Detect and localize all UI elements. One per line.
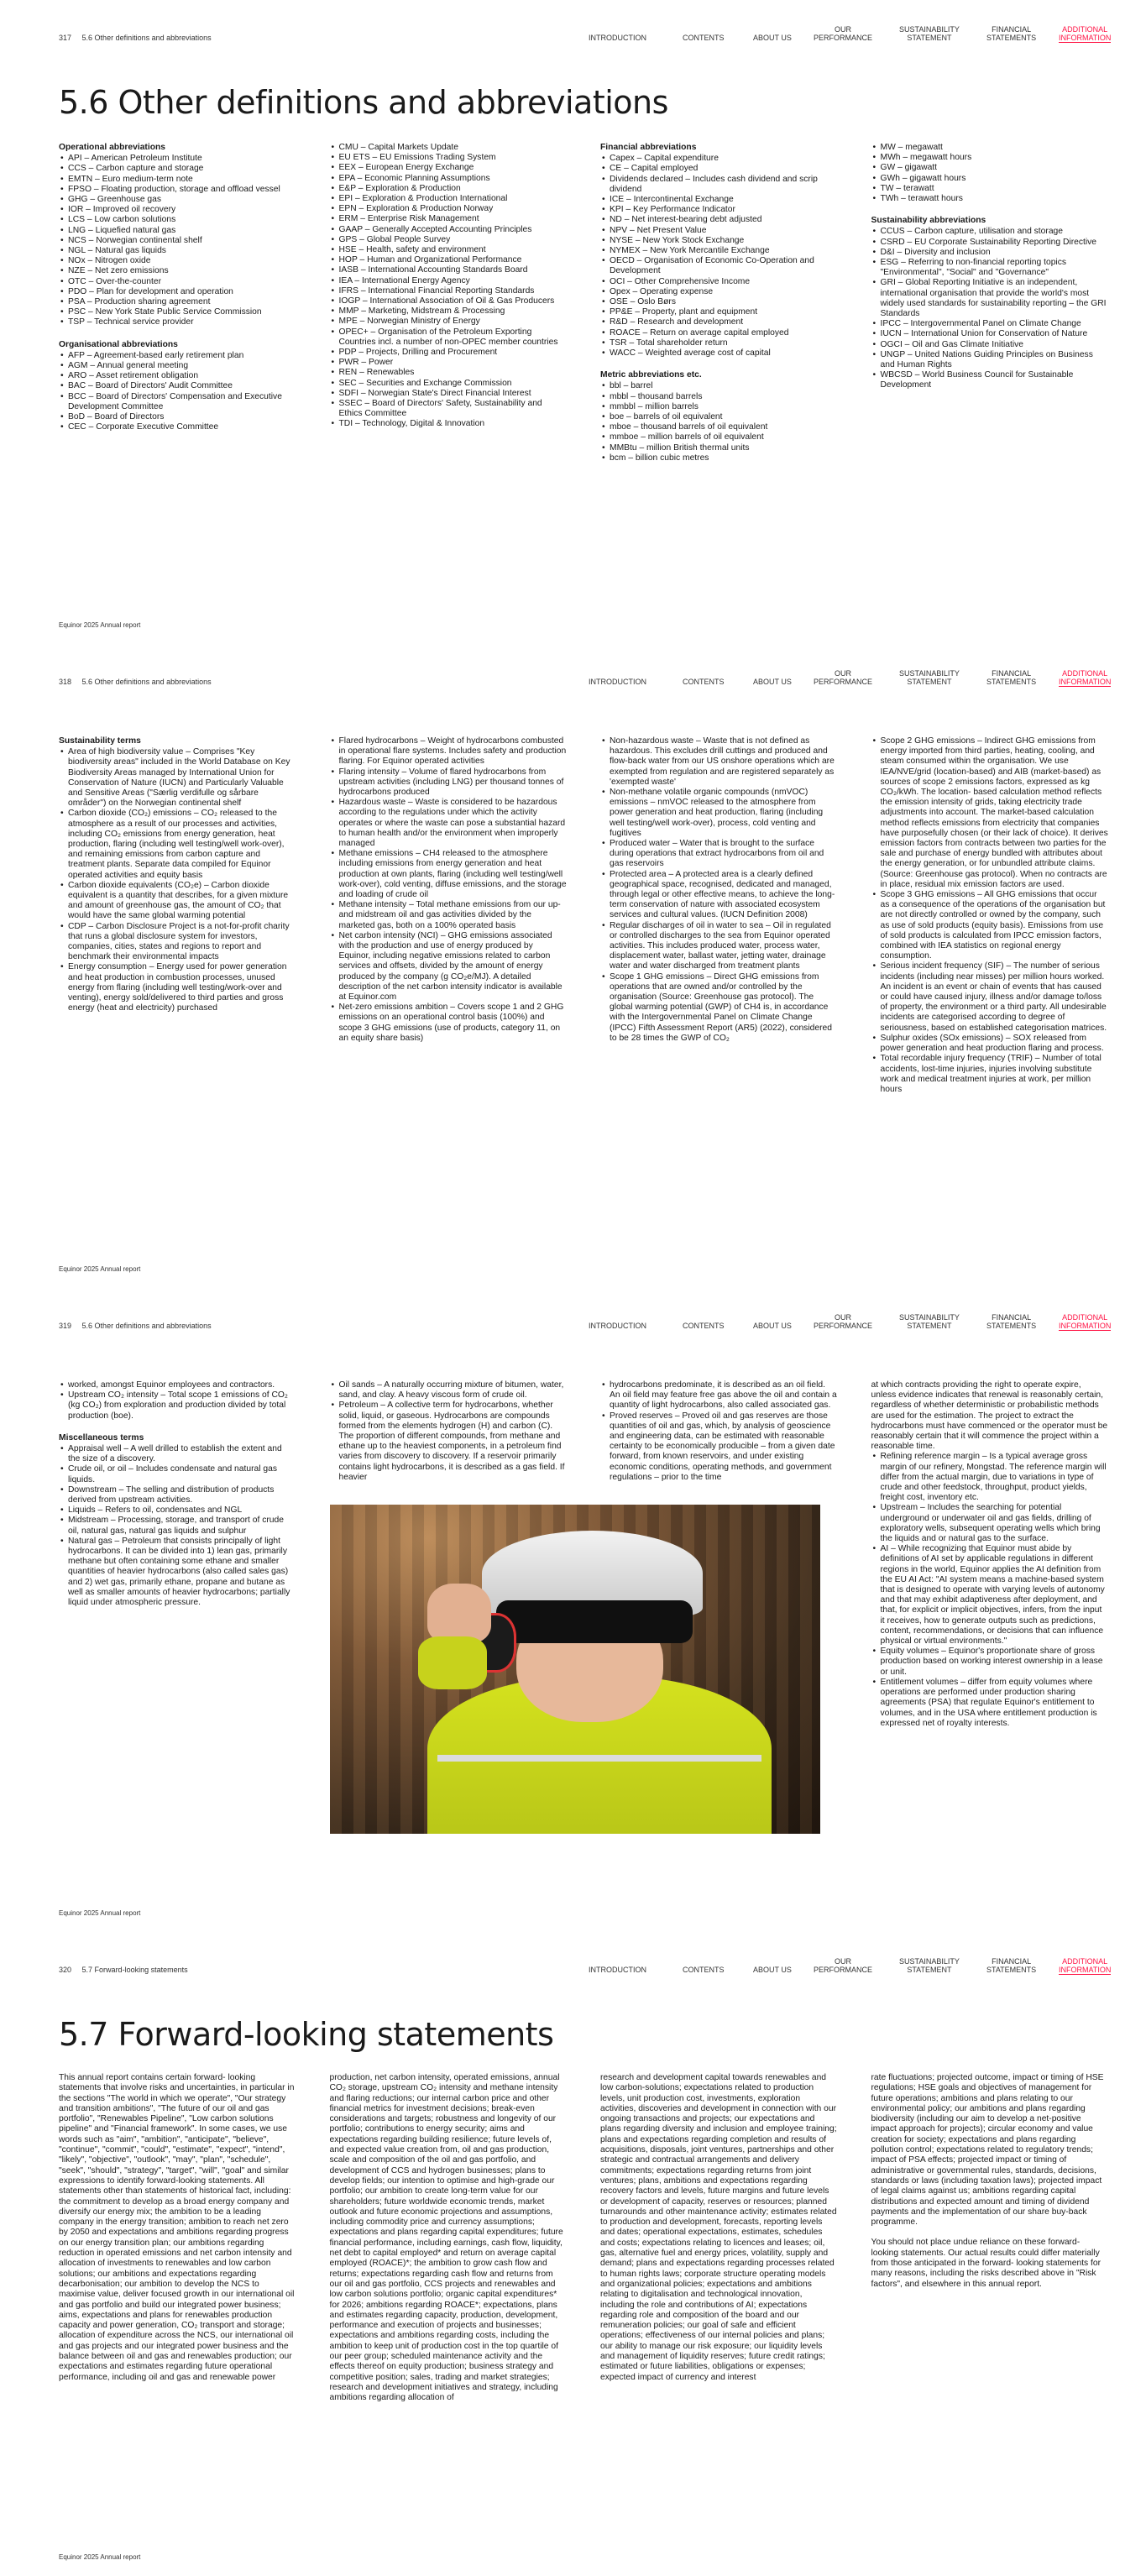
definition-item: • PDP – Projects, Drilling and Procurement (330, 348, 568, 358)
nav-item-our-performance[interactable]: OUR PERFORMANCE (814, 25, 873, 42)
definition-item: • ROACE – Return on average capital employed (600, 328, 838, 338)
definition-item: • hydrocarbons predominate, it is described as an oil field. An oil field may feature free gas above the oil and contain a quantity of light hydrocarbons, also called associated gas. (600, 1380, 838, 1411)
nav-item-additional-information[interactable]: ADDITIONAL INFORMATION (1059, 1957, 1112, 1974)
definition-item: • PDO – Plan for development and operation (59, 287, 296, 297)
section-heading: Sustainability abbreviations (871, 216, 986, 226)
running-header (59, 1966, 188, 1974)
definition-item: • TSR – Total shareholder return (600, 338, 838, 348)
section-title: 5.6 Other definitions and abbreviations (81, 34, 212, 42)
definition-item: • OSE – Oslo Børs (600, 297, 838, 307)
definition-item: • Sulphur oxides (SOx emissions) – SOX released from power generation and heat production flaring and process. (871, 1034, 1109, 1054)
definition-item: • Liquids – Refers to oil, condensates and NGL (59, 1505, 296, 1516)
column-1 (59, 736, 296, 1095)
definition-item: • Scope 1 GHG emissions – Direct GHG emissions from operations that are owned and/or controlled by the organisation (Source: Greenhouse gas protocol). The global warming potential (GWP) of CH4 is, in accordance with the Intergovernmental Panel on Climate Change (IPCC) Fifth Assessment Report (AR5) (2022), considered to be 28 times the GWP of CO₂ (600, 972, 838, 1044)
continued-text: at which contracts providing the right to operate expire, unless evidence indicates that renewal is reasonably certain, regardless of whether deterministic or probabilistic methods are used for the estimation. The project to extract the hydrocarbons must have commenced or the operator must be reasonably certain that it will commence the project within a reasonable time. (871, 1380, 1108, 1452)
definition-item: • UNGP – United Nations Guiding Principles on Business and Human Rights (871, 350, 1109, 370)
definitions-columns (59, 736, 1108, 1095)
page-header (59, 1312, 1112, 1337)
definition-item: • NCS – Norwegian continental shelf (59, 236, 296, 246)
definition-item: • Dividends declared – Includes cash dividend and scrip dividend (600, 175, 838, 195)
nav-item-sustainability-statement[interactable]: SUSTAINABILITY STATEMENT (899, 25, 960, 42)
definition-item: • AI – While recognizing that Equinor must abide by definitions of AI set by applicable regulations in different regions in the world, Equinor applies the AI definition from the EU AI Act: "AI system means a machine-based system that is designed to operate with varying levels of autonomy and that may exhibit adaptiveness after deployment, and that, for explicit or implicit objectives, infers, from the input it receives, how to generate outputs such as predictions, content, recommendations, or decisions that can influence physical or virtual environments." (871, 1544, 1109, 1647)
definition-item: • WBCSD – World Business Council for Sustainable Development (871, 370, 1109, 390)
column-3 (600, 143, 838, 463)
definition-item: • Scope 3 GHG emissions – All GHG emissions that occur as a consequence of the operations of the organisation but are not directly controlled or owned by the company, such as use of sold products (equity basis). Emissions from use of sold products is calculated from IPCC emission factors, combined with IEA statistics on regional energy consumption. (871, 890, 1109, 961)
definition-item: • AGM – Annual general meeting (59, 361, 296, 371)
definition-item: • MW – megawatt (871, 143, 1109, 153)
definition-list (59, 154, 296, 327)
definition-item: • EPN – Exploration & Production Norway (330, 204, 568, 214)
running-header (59, 1322, 212, 1330)
definition-list (600, 736, 838, 1044)
nav-item-sustainability-statement[interactable]: SUSTAINABILITY STATEMENT (899, 1957, 960, 1974)
definition-item: • IFRS – International Financial Reporting Standards (330, 286, 568, 296)
footer-text: Equinor 2025 Annual report (59, 2553, 141, 2561)
column-1 (59, 2073, 296, 2414)
definition-item: • Produced water – Water that is brought to the surface during operations that extract hydrocarbons from oil and gas reservoirs (600, 839, 838, 870)
column-4 (871, 2073, 1109, 2414)
nav-item-contents[interactable]: CONTENTS (683, 678, 725, 686)
definition-item: • ND – Net interest-bearing debt adjusted (600, 215, 838, 225)
column-3 (600, 2073, 838, 2414)
column-2 (330, 2073, 568, 2414)
definition-list (330, 736, 568, 1044)
definition-item: • ARO – Asset retirement obligation (59, 371, 296, 381)
definition-item: • GW – gigawatt (871, 163, 1109, 173)
definition-item: • HSE – Health, safety and environment (330, 245, 568, 255)
nav-item-our-performance[interactable]: OUR PERFORMANCE (814, 669, 873, 686)
definition-item: • Scope 2 GHG emissions – Indirect GHG emissions from energy imported from third parties, heating, cooling, and steam consumed within the organisation. We use IEA/NVE/grid (location-based) and AIB (market-based) as sources of scope 2 emissions factors, expressed as kg CO₂/kWh. The location- based calculation method reflects the emission intensity of grids, taking electricity trade adjustments into account. The market-based calculation method reflects emissions from electricity that companies have purposefully chosen (or their lack of choice). It derives emission factors from contracts between two parties for the sale and purchase of energy bundled with attributes about the energy generation, or for unbundled attribute claims. (Source: Greenhouse gas protocol). When no contracts are in place, residual mix emission factors are used. (871, 736, 1109, 890)
section-title: 5.6 Other definitions and abbreviations (81, 678, 212, 686)
definition-item: • Downstream – The selling and distribution of products derived from upstream activities. (59, 1485, 296, 1505)
definition-item: • CSRD – EU Corporate Sustainability Reporting Directive (871, 238, 1109, 248)
column-4 (871, 143, 1109, 463)
definition-item: • Upstream – Includes the searching for potential underground or underwater oil and gas fields, drilling of exploratory wells, subsequent operating wells which bring the liquids and or natural gas to the surface. (871, 1503, 1109, 1544)
column-4 (871, 736, 1109, 1095)
definition-list (330, 143, 568, 430)
definition-item: • Non-methane volatile organic compounds (nmVOC) emissions – nmVOC released to the atmosphere from power generation and heat production, flaring (including well testing/well work-over), process, cold venting and fugitives (600, 788, 838, 839)
definition-item: • GWh – gigawatt hours (871, 174, 1109, 184)
page-318 (0, 644, 1146, 1288)
definition-item: • BoD – Board of Directors (59, 412, 296, 422)
nav-item-introduction[interactable]: INTRODUCTION (589, 34, 646, 42)
definition-list (600, 1380, 838, 1483)
definition-item: • FPSO – Floating production, storage and offload vessel (59, 185, 296, 195)
definition-item: • Upstream CO₂ intensity – Total scope 1 emissions of CO₂ (kg CO₂) from exploration and production divided by total production (boe). (59, 1390, 296, 1422)
definition-item: • BAC – Board of Directors' Audit Committee (59, 381, 296, 391)
definition-item: • CEC – Corporate Executive Committee (59, 422, 296, 432)
definition-item: • OCI – Other Comprehensive Income (600, 277, 838, 287)
definition-item: • Protected area – A protected area is a clearly defined geographical space, recognised, dedicated and managed, through legal or other effective means, to achieve the long-term conservation of nature with associated ecosystem services and cultural values. (IUCN Definition 2008) (600, 870, 838, 921)
definition-item: • mmbbl – million barrels (600, 402, 838, 412)
nav-item-our-performance[interactable]: OUR PERFORMANCE (814, 1313, 873, 1330)
definition-item: • KPI – Key Performance Indicator (600, 205, 838, 215)
definition-item: • Hazardous waste – Waste is considered to be hazardous according to the regulations under which the activity operates or where the waste can pose a substantial hazard to human health and/or the environment when improperly managed (330, 798, 568, 849)
definition-item: • CE – Capital employed (600, 164, 838, 174)
definition-item: • CDP – Carbon Disclosure Project is a not-for-profit charity that runs a global disclosure system for investors, companies, cities, states and regions to report and benchmark their environmental impacts (59, 922, 296, 963)
definition-item: • LNG – Liquefied natural gas (59, 226, 296, 236)
definition-item: • OGCI – Oil and Gas Climate Initiative (871, 340, 1109, 350)
definition-item: • PWR – Power (330, 358, 568, 368)
page-number: 318 (59, 678, 72, 686)
definition-item: • GHG – Greenhouse gas (59, 195, 296, 205)
definition-item: • Area of high biodiversity value – Comprises "Key biodiversity areas" included in the World Database on Key Biodiversity Areas managed by International Union for Conservation of Nature (IUCN) and Particularly Valuable and Sensitive Areas ("Særlig verdifulle og sårbare områder") on the Norwegian continental shelf (59, 747, 296, 809)
definition-item: • Methane emissions – CH4 released to the atmosphere including emissions from energy generation and heat production at own plants, flaring (including well testing/well work-over), cold venting, diffuse emissions, and the storage and loading of crude oil (330, 849, 568, 900)
definition-item: • Appraisal well – A well drilled to establish the extent and the size of a discovery. (59, 1444, 296, 1464)
definition-item: • Equity volumes – Equinor's proportionate share of gross production based on working interest ownership in a lease or unit. (871, 1647, 1109, 1678)
definition-item: • AFP – Agreement-based early retirement plan (59, 351, 296, 361)
definition-list (59, 1380, 296, 1422)
nav-item-financial-statements[interactable]: FINANCIAL STATEMENTS (986, 1313, 1037, 1330)
nav-item-financial-statements[interactable]: FINANCIAL STATEMENTS (986, 669, 1037, 686)
definition-list (600, 154, 838, 359)
definition-item: • EMTN – Euro medium-term note (59, 175, 296, 185)
column-2 (330, 143, 568, 463)
nav-item-about-us[interactable]: ABOUT US (753, 1966, 792, 1974)
definition-item: • SEC – Securities and Exchange Commission (330, 379, 568, 389)
paragraph: production, net carbon intensity, operated emissions, annual CO₂ storage, upstream CO₂ intensity and methane intensity and flaring reductions; our internal carbon price and other financial metrics for investment decisions; break-even considerations and targets; robustness and longevity of our portfolio; contributions to energy security; aims and expectations regarding building resilience; future levels of, and expected value creation from, oil and gas production, scale and composition of the oil and gas portfolio, and development of CCS and hydrogen businesses; plans to develop fields; our intention to optimise and high-grade our portfolio; our ambition to create long-term value for our shareholders; future worldwide economic trends, market outlook and future economic projections and assumptions, including commodity price and currency assumptions; expectations and plans regarding capital expenditures; future financial performance, including earnings, cash flow, liquidity, net debt to capital employed* and return on average capital employed (ROACE)*; the ambition to grow cash flow and returns; expectations regarding cash flow and returns from our oil and gas portfolio, CCS projects and renewables and low carbon solutions portfolio; organic capital expenditures* for 2026; ambitions regarding ROACE*; expectations, plans and estimates regarding capacity, production, development, performance and execution of projects and businesses; expectations and ambitions regarding costs, including the ambition to keep unit of production cost in the top quartile of our peer group; scheduled maintenance activity and the effects thereof on equity production; business strategy and competitive position; sales, trading and market strategies; research and development initiatives and strategy, including ambitions regarding allocation of (329, 2073, 563, 2403)
footer-text: Equinor 2025 Annual report (59, 1265, 141, 1273)
paragraph: research and development capital towards renewables and low carbon-solutions; expectations related to production levels, unit production cost, investments, exploration activities, discoveries and development in connection with our ongoing transactions and projects; our expectations and plans regarding diversity and inclusion and employee training; plans and expectations regarding completion and results of acquisitions, disposals, joint ventures, partnerships and other strategic and contractual arrangements and delivery commitments; expectations regarding returns from joint ventures; plans, ambitions and expectations regarding recovery factors and levels, future margins and future levels or development of capacity, reserves or resources; planned turnarounds and other maintenance activity; estimates related to production and development, forecasts, reporting levels and dates; operational expectations, estimates, schedules and costs; expectations relating to licences and leases; oil, gas, alternative fuel and energy prices, volatility, supply and demand; plans and expectations regarding processes related to human rights laws; corporate structure operating models and organizational policies; expectations and ambitions relating to digitalisation and technological innovation, including the role and contributions of AI; expectations regarding role and composition of the board and our remuneration policies; our goal of safe and efficient operations; effectiveness of our internal policies and plans; our ability to manage our risk exposure; our liquidity levels and management of liquidity reserves; future credit ratings; estimated or future liabilities, obligations or expenses; expected impact of currency and interest (600, 2073, 837, 2382)
column-3 (600, 736, 838, 1095)
nav-item-introduction[interactable]: INTRODUCTION (589, 1966, 646, 1974)
definition-item: • IOGP – International Association of Oil & Gas Producers (330, 296, 568, 306)
column-2 (330, 736, 568, 1095)
nav-item-about-us[interactable]: ABOUT US (753, 1322, 792, 1330)
definition-item: • Natural gas – Petroleum that consists principally of light hydrocarbons. It can be divided into 1) lean gas, primarily methane but often containing some ethane and smaller quantities of heavier hydrocarbons (also called sales gas) and 2) wet gas, primarily ethane, propane and butane as well as smaller amounts of heavier hydrocarbons; partially liquid under atmospheric pressure. (59, 1537, 296, 1608)
definition-item: • IEA – International Energy Agency (330, 276, 568, 286)
top-nav (589, 1312, 1112, 1337)
definition-item: • Flared hydrocarbons – Weight of hydrocarbons combusted in operational flare systems. Includes safety and production flaring. For Equinor operated activities (330, 736, 568, 767)
definition-item: • ESG – Referring to non-financial reporting topics "Environmental", "Social" and "Governance" (871, 258, 1109, 278)
page-number: 317 (59, 34, 72, 42)
definition-item: • mmboe – million barrels of oil equivalent (600, 432, 838, 442)
column-1 (59, 143, 296, 463)
definition-item: • TDI – Technology, Digital & Innovation (330, 419, 568, 429)
section-heading: Financial abbreviations (600, 143, 697, 152)
definition-item: • bcm – billion cubic metres (600, 453, 838, 463)
definition-item: • Proved reserves – Proved oil and gas reserves are those quantities of oil and gas, which, by analysis of geoscience and engineering data, can be estimated with reasonable certainty to be economically producible – from a given date forward, from known reservoirs, and under existing economic conditions, operating methods, and government regulations – prior to the time (600, 1411, 838, 1483)
section-heading: Operational abbreviations (59, 143, 166, 152)
page-title: 5.7 Forward-looking statements (59, 2016, 554, 2053)
page-number: 320 (59, 1966, 72, 1974)
definition-item: • Carbon dioxide (CO₂) emissions – CO₂ released to the atmosphere as a result of our processes and activities, including CO₂ emissions from energy generation, heat production, flaring (including well testing/well work-over), and remaining emissions from carbon capture and treatment plants. Separate data compiled for Equinor operated activities and equity basis (59, 809, 296, 880)
page-number: 319 (59, 1322, 72, 1330)
definition-item: • Regular discharges of oil in water to sea – Oil in regulated or controlled discharges to the sea from Equinor operated activities. This includes produced water, process water, displacement water, ballast water, jetting water, drainage water and water discharged from treatment plants (600, 921, 838, 972)
definition-list (59, 351, 296, 433)
nav-item-about-us[interactable]: ABOUT US (753, 678, 792, 686)
definition-item: • API – American Petroleum Institute (59, 154, 296, 164)
definition-item: • NYSE – New York Stock Exchange (600, 236, 838, 246)
definition-item: • Carbon dioxide equivalents (CO₂e) – Carbon dioxide equivalent is a quantity that describes, for a given mixture and amount of greenhouse gas, the amount of CO₂ that would have the same global warming potential (59, 881, 296, 922)
definition-item: • Methane intensity – Total methane emissions from our up- and midstream oil and gas activities divided by the marketed gas, both on a 100% operated basis (330, 900, 568, 931)
definition-item: • Petroleum – A collective term for hydrocarbons, whether solid, liquid, or gaseous. Hydrocarbons are compounds formed from the elements hydrogen (H) and carbon (C). The proportion of different compounds, from methane and ethane up to the heaviest components, in a petroleum find varies from discovery to discovery. If a reservoir primarily contains light hydrocarbons, it is described as a gas field. If heavier (330, 1401, 568, 1483)
definition-item: • GRI – Global Reporting Initiative is an independent, international organisation that provide the world's most widely used standards for sustainability reporting – the GRI Standards (871, 278, 1109, 319)
definition-item: • MMBtu – million British thermal units (600, 443, 838, 453)
forward-looking-columns (59, 2073, 1108, 2414)
definitions-columns (59, 143, 1108, 463)
definition-item: • SSEC – Board of Directors' Safety, Sustainability and Ethics Committee (330, 399, 568, 419)
nav-item-additional-information[interactable]: ADDITIONAL INFORMATION (1059, 25, 1112, 42)
definition-item: • OECD – Organisation of Economic Co-Operation and Development (600, 256, 838, 276)
nav-item-sustainability-statement[interactable]: SUSTAINABILITY STATEMENT (899, 669, 960, 686)
definition-item: • NYMEX – New York Mercantile Exchange (600, 246, 838, 256)
definition-item: • Total recordable injury frequency (TRIF) – Number of total accidents, lost-time injuries, injuries involving substitute work and medical treatment injuries at work, per million hours (871, 1054, 1109, 1095)
definition-item: • SDFI – Norwegian State's Direct Financial Interest (330, 389, 568, 399)
running-header (59, 678, 212, 686)
nav-item-financial-statements[interactable]: FINANCIAL STATEMENTS (986, 25, 1037, 42)
section-heading: Organisational abbreviations (59, 339, 178, 349)
definition-item: • MWh – megawatt hours (871, 153, 1109, 163)
definition-item: • TWh – terawatt hours (871, 194, 1109, 204)
definition-item: • worked, amongst Equinor employees and contractors. (59, 1380, 296, 1390)
page-header (59, 24, 1112, 49)
definition-item: • PSA – Production sharing agreement (59, 297, 296, 307)
page-header (59, 1956, 1112, 1981)
definition-list (871, 143, 1109, 204)
definition-item: • Midstream – Processing, storage, and transport of crude oil, natural gas, natural gas liquids and sulphur (59, 1516, 296, 1536)
definition-item: • Energy consumption – Energy used for power generation and heat production in combustion processes, unused energy from flaring (including well testing/work-over and venting), energy sold/delivered to third parties and gross energy (heat and electricity) purchased (59, 962, 296, 1013)
definition-item: • BCC – Board of Directors' Compensation and Executive Development Committee (59, 392, 296, 412)
definition-item: • boe – barrels of oil equivalent (600, 412, 838, 422)
definition-item: • PSC – New York State Public Service Commission (59, 307, 296, 317)
definition-item: • ICE – Intercontinental Exchange (600, 195, 838, 205)
worker-photo (330, 1505, 821, 1834)
definition-item: • Entitlement volumes – differ from equity volumes where operations are performed under production sharing agreements (PSA) that regulate Equinor's entitlement to volumes, and in the USA where entitlement production is expressed net of royalty interests. (871, 1678, 1109, 1729)
nav-item-contents[interactable]: CONTENTS (683, 1322, 725, 1330)
definition-item: • Net carbon intensity (NCI) – GHG emissions associated with the production and use of energy produced by Equinor, including negative emissions related to carbon services and offsets, divided by the amount of energy produced by the company (g CO₂e/MJ). A detailed description of the net carbon intensity indicator is available at Equinor.com (330, 931, 568, 1003)
nav-item-additional-information[interactable]: ADDITIONAL INFORMATION (1059, 1313, 1112, 1330)
definition-item: • Opex – Operating expense (600, 287, 838, 297)
definition-item: • REN – Renewables (330, 368, 568, 378)
definition-item: • Non-hazardous waste – Waste that is not defined as hazardous. This excludes drill cuttings and produced and flow-back water from our US onshore operations which are exempted from regulation and are registered separately as 'exempted waste' (600, 736, 838, 788)
page-317 (0, 0, 1146, 644)
page-320 (0, 1932, 1146, 2576)
definition-item: • OTC – Over-the-counter (59, 277, 296, 287)
definition-item: • MPE – Norwegian Ministry of Energy (330, 317, 568, 327)
nav-item-additional-information[interactable]: ADDITIONAL INFORMATION (1059, 669, 1112, 686)
nav-item-sustainability-statement[interactable]: SUSTAINABILITY STATEMENT (899, 1313, 960, 1330)
page-319 (0, 1288, 1146, 1932)
definition-list (59, 747, 296, 1013)
definition-item: • NGL – Natural gas liquids (59, 246, 296, 256)
definition-item: • Serious incident frequency (SIF) – The number of serious incidents (including near misses) per million hours worked. An incident is an event or chain of events that has caused or could have caused injury, illness and/or damage to/loss of property, the environment or a third party. All undesirable incidents are categorised according to degree of seriousness, based on established categorisation matrices. (871, 961, 1109, 1033)
column-4 (871, 1380, 1109, 1834)
definition-item: • mboe – thousand barrels of oil equivalent (600, 422, 838, 432)
definition-item: • mbbl – thousand barrels (600, 392, 838, 402)
definition-item: • IOR – Improved oil recovery (59, 205, 296, 215)
definition-item: • GAAP – Generally Accepted Accounting Principles (330, 225, 568, 235)
page-header (59, 668, 1112, 693)
definition-item: • GPS – Global People Survey (330, 235, 568, 245)
footer-text: Equinor 2025 Annual report (59, 1909, 141, 1917)
definition-item: • TSP – Technical service provider (59, 317, 296, 327)
definition-item: • MMP – Marketing, Midstream & Processing (330, 306, 568, 317)
column-1 (59, 1380, 296, 1834)
definition-item: • R&D – Research and development (600, 317, 838, 327)
page-title: 5.6 Other definitions and abbreviations (59, 84, 668, 121)
paragraph: This annual report contains certain forward- looking statements that involve risks and uncertainties, in particular in the sections "The world in which we operate", "Our strategy and transition ambitions", "The future of our oil and gas portfolio", "Renewables Pipeline", "Low carbon solutions pipeline" and "Financial framework". In some cases, we use words such as "aim", "ambition", "anticipate", "believe", "continue", "commit", "could", "estimate", "expect", "intend", "likely", "objective", "outlook", "may", "plan", "schedule", "seek", "should", "strategy", "target", "will", "goal" and similar expressions to identify forward-looking statements. All statements other than statements of historical fact, including: the commitment to develop as a broad energy company and diversify our energy mix; the ambition to be a leading company in the energy transition; ambition to reach net zero by 2050 and expectations and ambitions regarding progress on our energy transition plan; our ambitions regarding reduction in operated emissions and net carbon intensity and allocation of investments to renewables and low carbon solutions; our ambitions and expectations regarding decarbonisation; our ambition to develop the NCS to maximise value, deliver focused growth in our international oil and gas portfolio and build our integrated power business; aims, expectations and plans for renewables production capacity and power generation, CO₂ transport and storage; allocation of expenditure across the NCS, our international oil and gas projects and our integrated power business and the balance between oil and gas and renewables production; our expectations and estimates regarding future operational performance, including oil and gas and renewable power (59, 2073, 295, 2382)
definition-list (59, 1444, 296, 1608)
definition-item: • Flaring intensity – Volume of flared hydrocarbons from upstream activities (including LNG) per thousand tonnes of hydrocarbons produced (330, 767, 568, 798)
definition-item: • EPI – Exploration & Production International (330, 194, 568, 204)
definition-item: • EPA – Economic Planning Assumptions (330, 174, 568, 184)
definition-item: • E&P – Exploration & Production (330, 184, 568, 194)
definition-item: • NPV – Net Present Value (600, 226, 838, 236)
definition-item: • OPEC+ – Organisation of the Petroleum Exporting Countries incl. a number of non-OPEC member countries (330, 327, 568, 348)
section-heading: Metric abbreviations etc. (600, 370, 702, 380)
nav-item-introduction[interactable]: INTRODUCTION (589, 678, 646, 686)
definition-item: • D&I – Diversity and inclusion (871, 248, 1109, 258)
column-2 (330, 1380, 568, 1834)
paragraph: rate fluctuations; projected outcome, impact or timing of HSE regulations; HSE goals and objectives of management for future operations; ambitions and plans relating to our environmental policy; our ambitions and plans regarding biodiversity (including our aim to develop a net-positive impact approach for projects); circular economy and value creation for society; expectations and plans regarding pollution control; expectations related to regulatory trends; impact of PSA effects; projected impact or timing of administrative or governmental rules, standards, decisions, standards or laws (including taxation laws); projected impact of legal claims against us; ambitions regarding capital distributions and expected amount and timing of dividend payments and the implementation of our share buy-back programme. (871, 2073, 1104, 2228)
definition-item: • NZE – Net zero emissions (59, 266, 296, 276)
definition-item: • IASB – International Accounting Standards Board (330, 265, 568, 275)
definitions-columns (59, 1380, 1108, 1834)
definition-item: • EEX – European Energy Exchange (330, 163, 568, 173)
definition-item: • WACC – Weighted average cost of capital (600, 348, 838, 359)
definition-item: • HOP – Human and Organizational Performance (330, 255, 568, 265)
definition-item: • Refining reference margin – Is a typical average gross margin of our refinery, Mongstad. The reference margin will differ from the actual margin, due to variations in type of crude and other feedstock, throughput, product yields, freight cost, inventory etc. (871, 1452, 1109, 1503)
definition-item: • ERM – Enterprise Risk Management (330, 214, 568, 224)
section-title: 5.7 Forward-looking statements (81, 1966, 188, 1974)
definition-list (871, 736, 1109, 1095)
nav-item-about-us[interactable]: ABOUT US (753, 34, 792, 42)
top-nav (589, 24, 1112, 49)
definition-item: • Oil sands – A naturally occurring mixture of bitumen, water, sand, and clay. A heavy viscous form of crude oil. (330, 1380, 568, 1401)
nav-item-introduction[interactable]: INTRODUCTION (589, 1322, 646, 1330)
nav-item-contents[interactable]: CONTENTS (683, 1966, 725, 1974)
definition-item: • IPCC – Intergovernmental Panel on Climate Change (871, 319, 1109, 329)
section-heading: Miscellaneous terms (59, 1432, 144, 1442)
nav-item-financial-statements[interactable]: FINANCIAL STATEMENTS (986, 1957, 1037, 1974)
nav-item-our-performance[interactable]: OUR PERFORMANCE (814, 1957, 873, 1974)
definition-item: • TW – terawatt (871, 184, 1109, 194)
definition-item: • Crude oil, or oil – Includes condensate and natural gas liquids. (59, 1464, 296, 1484)
top-nav (589, 668, 1112, 693)
definition-item: • EU ETS – EU Emissions Trading System (330, 153, 568, 163)
nav-item-contents[interactable]: CONTENTS (683, 34, 725, 42)
definition-item: • CMU – Capital Markets Update (330, 143, 568, 153)
definition-list (871, 1452, 1109, 1728)
running-header (59, 34, 212, 42)
top-nav (589, 1956, 1112, 1981)
definition-item: • bbl – barrel (600, 381, 838, 391)
definition-item: • Capex – Capital expenditure (600, 154, 838, 164)
footer-text: Equinor 2025 Annual report (59, 621, 141, 629)
definition-item: • Net-zero emissions ambition – Covers scope 1 and 2 GHG emissions on an operational control basis (100%) and scope 3 GHG emissions (use of products, category 11, on an equity share basis) (330, 1003, 568, 1044)
definition-item: • CCUS – Carbon capture, utilisation and storage (871, 227, 1109, 237)
definition-item: • NOx – Nitrogen oxide (59, 256, 296, 266)
definition-list (330, 1380, 568, 1483)
definition-list (871, 227, 1109, 390)
definition-item: • LCS – Low carbon solutions (59, 215, 296, 225)
paragraph: You should not place undue reliance on these forward- looking statements. Our actual results could differ materially from those anticipated in the forward- looking statements for many reasons, including the risks described above in "Risk factors", and elsewhere in this annual report. (871, 2238, 1102, 2289)
definition-item: • IUCN – International Union for Conservation of Nature (871, 329, 1109, 339)
section-title: 5.6 Other definitions and abbreviations (81, 1322, 212, 1330)
definition-list (600, 381, 838, 463)
definition-item: • CCS – Carbon capture and storage (59, 164, 296, 174)
section-heading: Sustainability terms (59, 736, 141, 746)
definition-item: • PP&E – Property, plant and equipment (600, 307, 838, 317)
